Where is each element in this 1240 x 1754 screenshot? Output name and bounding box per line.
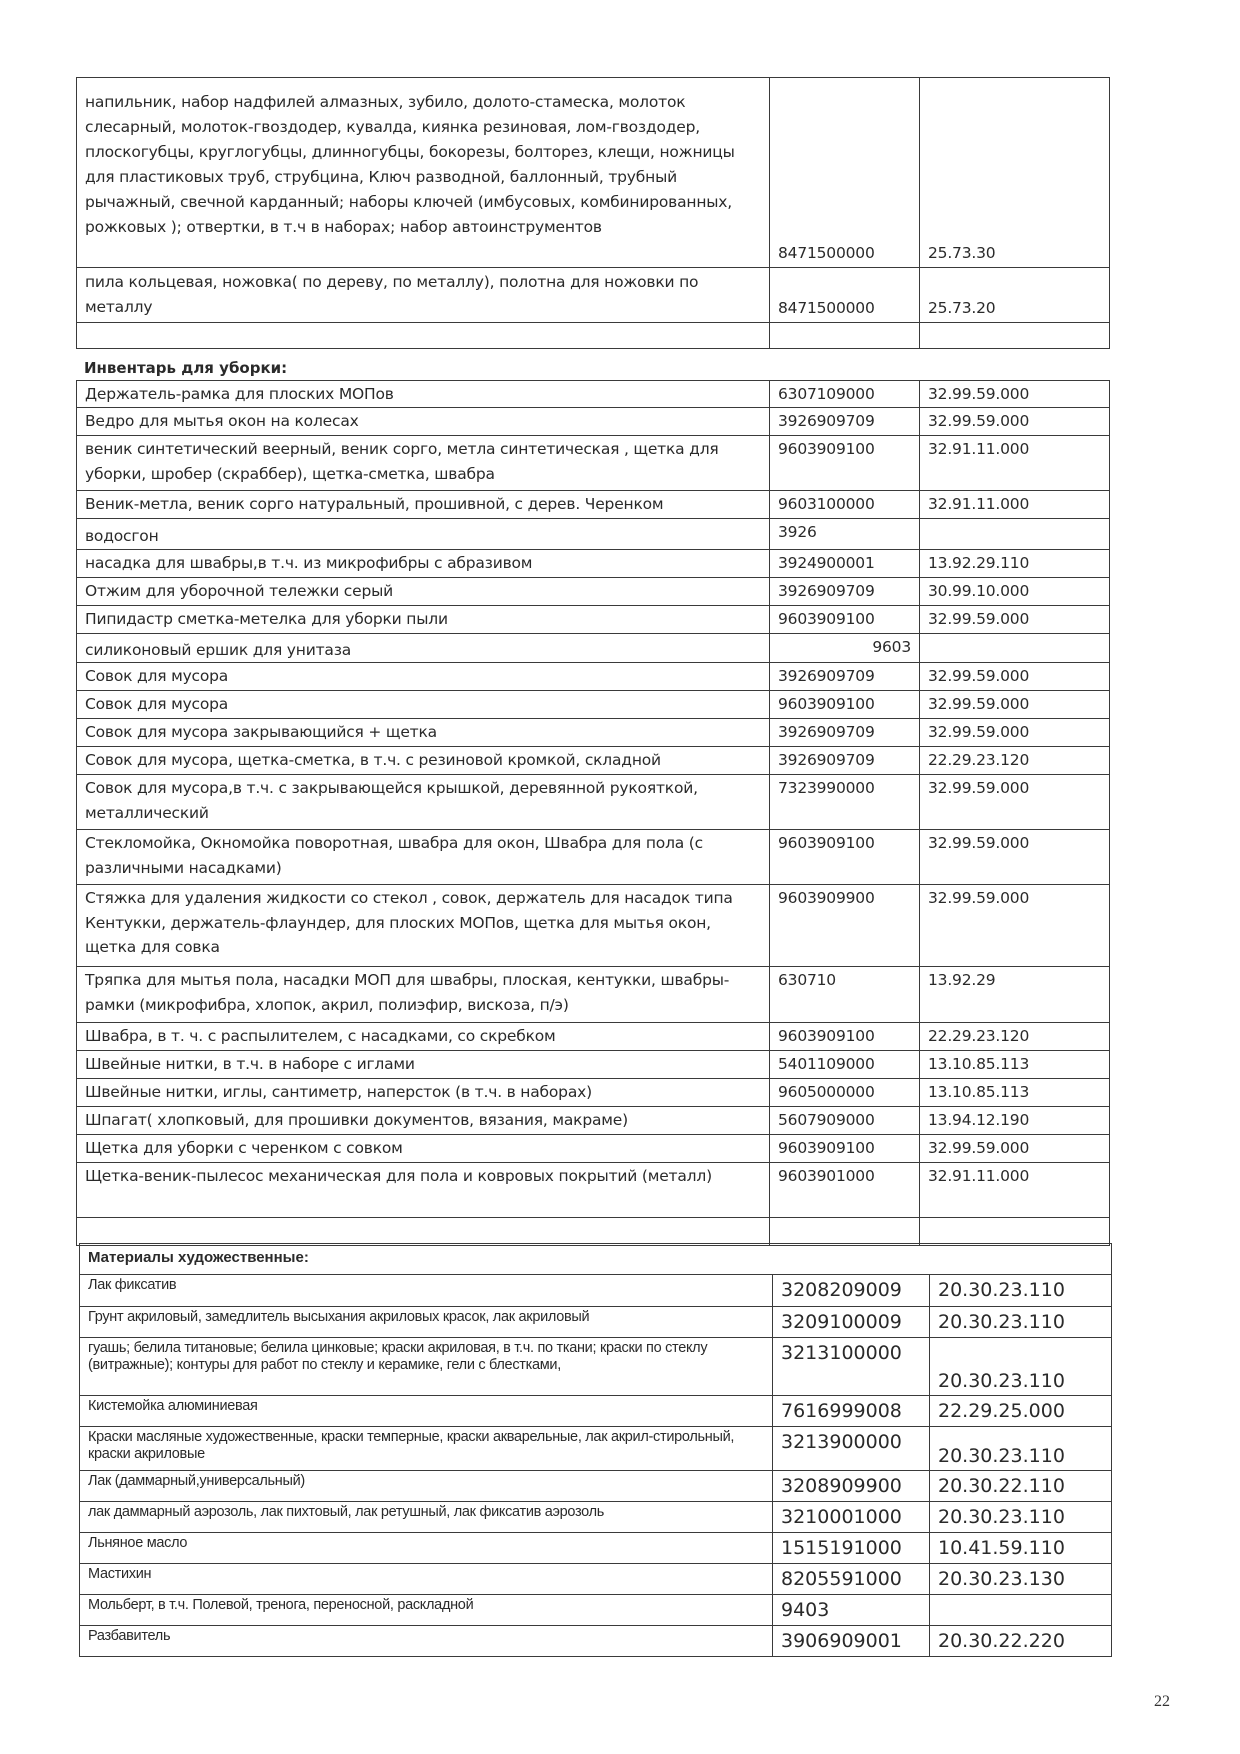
okpd-code-cell (930, 1275, 1112, 1307)
okpd-code-cell (930, 1626, 1112, 1657)
okpd-code: 32.91.11.000 (928, 495, 1030, 513)
tnved-code: 9603909100 (778, 834, 875, 852)
item-name-cell (80, 1626, 773, 1657)
tnved-code-cell (770, 633, 920, 663)
okpd-code: 32.99.59.000 (928, 889, 1030, 907)
item-name-cell (77, 775, 770, 830)
tnved-code: 3906909001 (781, 1630, 902, 1652)
okpd-code: 22.29.23.120 (928, 751, 1030, 769)
okpd-code: 25.73.20 (928, 299, 996, 317)
okpd-code-cell (920, 1163, 1110, 1218)
okpd-code: 20.30.23.110 (938, 1370, 1065, 1392)
table-row (77, 491, 1110, 519)
okpd-code-cell (920, 1107, 1110, 1135)
tnved-code-cell (770, 775, 920, 830)
okpd-code: 13.94.12.190 (928, 1111, 1030, 1129)
okpd-code-cell (930, 1595, 1112, 1626)
okpd-code: 22.29.23.120 (928, 1027, 1030, 1045)
item-name-cell (77, 381, 770, 408)
table-row (77, 747, 1110, 775)
tnved-code-cell (773, 1502, 930, 1533)
okpd-code: 13.92.29.110 (928, 553, 1030, 572)
section-title: Материалы художественные: (79, 1243, 1112, 1274)
item-name-cell (77, 577, 770, 605)
tnved-code-cell (773, 1396, 930, 1427)
item-name-cell (77, 663, 770, 691)
item-name: Швейные нитки, иглы, сантиметр, наперсток (в т.ч. в наборах) (85, 1083, 592, 1101)
okpd-code-cell (920, 663, 1110, 691)
okpd-code: 22.29.25.000 (938, 1400, 1065, 1422)
okpd-code: 20.30.23.130 (938, 1568, 1065, 1590)
item-name: Совок для мусора закрывающийся + щетка (85, 723, 437, 741)
tnved-code-cell (773, 1564, 930, 1595)
table-row (77, 1163, 1110, 1218)
okpd-code-cell (920, 691, 1110, 719)
tnved-code-cell (773, 1338, 930, 1396)
item-name-cell (77, 491, 770, 519)
item-name: Веник-метла, веник сорго натуральный, прошивной, с дерев. Черенком (85, 495, 664, 513)
table-row (77, 549, 1110, 577)
table-row (80, 1275, 1112, 1307)
okpd-code-cell (920, 885, 1110, 967)
tnved-code: 3210001000 (781, 1506, 902, 1528)
table-row (80, 1338, 1112, 1396)
tnved-code: 3926909709 (778, 412, 875, 430)
item-name: Пипидастр сметка-метелка для уборки пыли (85, 609, 448, 628)
item-name-cell (77, 78, 770, 268)
tnved-code-cell (770, 381, 920, 408)
okpd-code-cell (920, 1079, 1110, 1107)
tnved-code-cell (770, 577, 920, 605)
tnved-code: 3926909709 (778, 667, 875, 685)
table-row (80, 1626, 1112, 1657)
tnved-code: 7323990000 (778, 779, 875, 797)
tnved-code: 9603909100 (778, 1139, 875, 1157)
okpd-code-cell (920, 491, 1110, 519)
okpd-code: 10.41.59.110 (938, 1537, 1065, 1559)
tnved-code: 5607909000 (778, 1111, 875, 1129)
table-row (77, 605, 1110, 633)
item-name: Шпагат( хлопковый, для прошивки документов, вязания, макраме) (85, 1111, 628, 1129)
okpd-code: 20.30.23.110 (938, 1506, 1065, 1528)
okpd-code: 32.99.59.000 (928, 385, 1030, 403)
tnved-code: 3213900000 (781, 1431, 902, 1453)
okpd-code: 20.30.22.110 (938, 1475, 1065, 1497)
item-name-cell (77, 1107, 770, 1135)
okpd-code-cell (920, 633, 1110, 663)
table-row (77, 577, 1110, 605)
item-name: Швейные нитки, в т.ч. в наборе с иглами (85, 1055, 415, 1073)
tnved-code-cell (770, 691, 920, 719)
item-name: Отжим для уборочной тележки серый (85, 581, 394, 600)
item-name: Держатель-рамка для плоских МОПов (85, 385, 394, 403)
item-name-cell (77, 1079, 770, 1107)
item-name-cell (77, 605, 770, 633)
table-row (80, 1427, 1112, 1471)
item-name-cell (77, 1051, 770, 1079)
okpd-code: 20.30.23.110 (938, 1279, 1065, 1301)
item-name: Тряпка для мытья пола, насадки МОП для швабры, плоская, кентукки, швабры-рамки (микрофибра, хлопок, акрил, полиэфир, вискоза, п/э) (85, 971, 730, 1014)
tnved-code-cell (770, 885, 920, 967)
okpd-code: 32.99.59.000 (928, 834, 1030, 852)
table-row (77, 1051, 1110, 1079)
table-row (80, 1533, 1112, 1564)
tnved-code-cell (773, 1595, 930, 1626)
okpd-code-cell (920, 605, 1110, 633)
tnved-code: 9605000000 (778, 1083, 875, 1101)
okpd-code-cell (920, 1051, 1110, 1079)
okpd-code: 32.99.59.000 (928, 723, 1030, 741)
item-name-cell (77, 1023, 770, 1051)
tnved-code-cell (770, 1079, 920, 1107)
item-name: Щетка-веник-пылесос механическая для пола и ковровых покрытий (металл) (85, 1167, 712, 1185)
tnved-code-cell (773, 1626, 930, 1657)
item-name-cell (77, 549, 770, 577)
item-name: веник синтетический веерный, веник сорго, метла синтетическая , щетка для уборки, шробер (скраббер), щетка-сметка, швабра (85, 440, 719, 483)
tnved-code: 3208209009 (781, 1279, 902, 1301)
okpd-code-cell (920, 967, 1110, 1023)
okpd-code-cell (920, 1023, 1110, 1051)
tnved-code-cell (770, 519, 920, 550)
okpd-code-cell (920, 577, 1110, 605)
tnved-code: 3926909709 (778, 723, 875, 741)
item-name-cell (77, 633, 770, 663)
okpd-code: 25.73.30 (928, 244, 996, 262)
tnved-code-cell (770, 408, 920, 436)
tnved-code: 6307109000 (778, 385, 875, 403)
tnved-code-cell (770, 436, 920, 491)
okpd-code-cell (930, 1396, 1112, 1427)
tnved-code-cell (770, 1163, 920, 1218)
tnved-code-cell (770, 967, 920, 1023)
item-name-cell (77, 519, 770, 550)
tnved-code: 3926 (778, 523, 817, 541)
okpd-code: 32.99.59.000 (928, 667, 1030, 685)
item-name-cell (80, 1307, 773, 1338)
okpd-code-cell (920, 436, 1110, 491)
item-name-cell (77, 885, 770, 967)
tnved-code: 1515191000 (781, 1537, 902, 1559)
item-name: силиконовый ершик для унитаза (85, 640, 352, 659)
item-name: Стекломойка, Окномойка поворотная, швабра для окон, Швабра для пола (с различными насадками) (85, 834, 703, 877)
item-name: Краски масляные художественные, краски темперные, краски акварельные, лак акрил-стирольный, краски акриловые (88, 1429, 735, 1462)
tnved-code: 7616999008 (781, 1400, 902, 1422)
tnved-code-cell (773, 1471, 930, 1502)
item-name-cell (77, 436, 770, 491)
okpd-code-cell (920, 268, 1110, 323)
table-row (77, 1107, 1110, 1135)
okpd-code-cell (930, 1338, 1112, 1396)
tools-table (76, 77, 1110, 349)
item-name-cell (77, 323, 770, 349)
tnved-code: 8471500000 (778, 244, 875, 262)
okpd-code: 32.99.59.000 (928, 779, 1030, 797)
item-name-cell (80, 1275, 773, 1307)
tnved-code: 9603100000 (778, 495, 875, 513)
okpd-code: 20.30.23.110 (938, 1311, 1065, 1333)
tnved-code: 9603 (872, 637, 911, 656)
item-name-cell (77, 1135, 770, 1163)
table-row (80, 1564, 1112, 1595)
item-name: Ведро для мытья окон на колесах (85, 412, 359, 430)
table-row (77, 830, 1110, 885)
tnved-code-cell (770, 719, 920, 747)
item-name: Швабра, в т. ч. с распылителем, с насадками, со скребком (85, 1027, 556, 1045)
tnved-code-cell (770, 830, 920, 885)
table-row-empty (77, 323, 1110, 349)
table-row (77, 633, 1110, 663)
tnved-code-cell (770, 549, 920, 577)
okpd-code: 20.30.23.110 (938, 1445, 1065, 1467)
item-name: Льняное масло (88, 1535, 188, 1551)
cleaning-section-heading (76, 355, 1110, 379)
cleaning-table-section (76, 380, 1110, 1246)
tnved-code: 9603909100 (778, 440, 875, 458)
okpd-code-cell (920, 78, 1110, 268)
okpd-code: 32.91.11.000 (928, 440, 1030, 458)
item-name-cell (77, 747, 770, 775)
okpd-code-cell (930, 1427, 1112, 1471)
item-name: Совок для мусора, щетка-сметка, в т.ч. с резиновой кромкой, складной (85, 751, 661, 769)
table-row (77, 885, 1110, 967)
okpd-code-cell (920, 381, 1110, 408)
tnved-code: 9603909100 (778, 695, 875, 713)
okpd-code: 32.99.59.000 (928, 1139, 1030, 1157)
okpd-code: 13.10.85.113 (928, 1083, 1030, 1101)
okpd-code-cell (920, 1135, 1110, 1163)
item-name-cell (80, 1502, 773, 1533)
tnved-code-cell (770, 491, 920, 519)
tnved-code-cell (770, 1107, 920, 1135)
item-name-cell (77, 1163, 770, 1218)
tnved-code-cell (770, 1135, 920, 1163)
item-name-cell (77, 268, 770, 323)
art-table (79, 1274, 1112, 1657)
art-section-heading (79, 1243, 1112, 1274)
table-row (80, 1471, 1112, 1502)
item-name-cell (80, 1427, 773, 1471)
item-name: насадка для швабры,в т.ч. из микрофибры с абразивом (85, 553, 533, 572)
item-name-cell (80, 1533, 773, 1564)
table-row (77, 381, 1110, 408)
section-title: Инвентарь для уборки: (84, 359, 288, 377)
table-row (77, 1023, 1110, 1051)
item-name: Совок для мусора (85, 695, 229, 713)
item-name-cell (77, 719, 770, 747)
item-name: Щетка для уборки с черенком с совком (85, 1139, 403, 1157)
tnved-code: 8205591000 (781, 1568, 902, 1590)
item-name-cell (80, 1595, 773, 1626)
tnved-code: 9603909100 (778, 609, 875, 628)
item-name: Лак фиксатив (88, 1277, 177, 1293)
tnved-code-cell (770, 663, 920, 691)
item-name-cell (77, 691, 770, 719)
item-name-cell (80, 1396, 773, 1427)
tnved-code-cell (770, 1023, 920, 1051)
table-row-empty (77, 1218, 1110, 1246)
tnved-code-cell (770, 605, 920, 633)
okpd-code: 32.99.59.000 (928, 609, 1030, 628)
tnved-code-cell (770, 78, 920, 268)
art-table-section (79, 1274, 1112, 1657)
item-name: Мастихин (88, 1566, 152, 1582)
tnved-code: 3213100000 (781, 1342, 902, 1364)
item-name: лак даммарный аэрозоль, лак пихтовый, лак ретушный, лак фиксатив аэрозоль (88, 1504, 605, 1520)
item-name-cell (80, 1338, 773, 1396)
item-name: Кистемойка алюминиевая (88, 1398, 258, 1414)
table-row (77, 663, 1110, 691)
okpd-code-cell (920, 719, 1110, 747)
item-name: Лак (даммарный,универсальный) (88, 1473, 305, 1489)
okpd-code-cell (920, 747, 1110, 775)
tnved-code-cell (770, 323, 920, 349)
table-row (77, 967, 1110, 1023)
tnved-code: 9603909900 (778, 889, 875, 907)
tnved-code: 3926909709 (778, 581, 875, 600)
table-row (80, 1502, 1112, 1533)
okpd-code-cell (920, 323, 1110, 349)
okpd-code-cell (920, 519, 1110, 550)
okpd-code-cell (920, 1218, 1110, 1246)
table-row (80, 1396, 1112, 1427)
tnved-code: 9603909100 (778, 1027, 875, 1045)
item-name-cell (80, 1564, 773, 1595)
tnved-code-cell (770, 1218, 920, 1246)
item-name-cell (77, 967, 770, 1023)
okpd-code: 32.99.59.000 (928, 412, 1030, 430)
tnved-code: 3209100009 (781, 1311, 902, 1333)
table-row (77, 719, 1110, 747)
okpd-code-cell (930, 1307, 1112, 1338)
okpd-code-cell (930, 1564, 1112, 1595)
tnved-code: 9403 (781, 1599, 830, 1621)
item-name: напильник, набор надфилей алмазных, зубило, долото-стамеска, молоток слесарный, молоток-гвоздодер, кувалда, киянка резиновая, лом-гвоздодер, плоскогубцы, круглогубцы, длинногубцы, бокорезы, болторез, клещи, ножницы для пластиковых труб, струбцина, Ключ разводной, баллонный, трубный рычажный, свечной карданный; наборы ключей (имбусовых, комбинированных, рожковых ); отвертки, в т.ч в наборах; набор автоинструментов (85, 93, 735, 236)
tnved-code-cell (770, 747, 920, 775)
item-name: Мольберт, в т.ч. Полевой, тренога, переносной, раскладной (88, 1597, 474, 1613)
tnved-code: 5401109000 (778, 1055, 875, 1073)
item-name-cell (77, 408, 770, 436)
tnved-code: 8471500000 (778, 299, 875, 317)
okpd-code: 13.92.29 (928, 971, 996, 989)
table-row (77, 78, 1110, 268)
tnved-code: 9603901000 (778, 1167, 875, 1185)
tnved-code: 3208909900 (781, 1475, 902, 1497)
item-name-cell (77, 1218, 770, 1246)
okpd-code-cell (920, 408, 1110, 436)
tnved-code: 630710 (778, 971, 836, 989)
okpd-code-cell (920, 830, 1110, 885)
tnved-code-cell (770, 1051, 920, 1079)
table-row (77, 268, 1110, 323)
item-name: Совок для мусора (85, 667, 229, 685)
table-row (80, 1595, 1112, 1626)
table-row (77, 1135, 1110, 1163)
table-row (77, 519, 1110, 550)
table-row (80, 1307, 1112, 1338)
item-name: Стяжка для удаления жидкости со стекол , совок, держатель для насадок типа Кентукки, держатель-флаундер, для плоских МОПов, щетка для мытья окон, щетка для совка (85, 889, 733, 956)
table-row (77, 775, 1110, 830)
page-number: 22 (1154, 1693, 1170, 1710)
item-name: Грунт акриловый, замедлитель высыхания акриловых красок, лак акриловый (88, 1309, 590, 1325)
tnved-code-cell (773, 1275, 930, 1307)
tnved-code-cell (773, 1533, 930, 1564)
okpd-code: 13.10.85.113 (928, 1055, 1030, 1073)
cleaning-table (76, 380, 1110, 1246)
table-row (77, 408, 1110, 436)
okpd-code: 32.99.59.000 (928, 695, 1030, 713)
item-name: Совок для мусора,в т.ч. с закрывающейся крышкой, деревянной рукояткой, металлический (85, 779, 698, 822)
table-row (77, 1079, 1110, 1107)
okpd-code-cell (930, 1533, 1112, 1564)
table-row (77, 691, 1110, 719)
item-name-cell (77, 830, 770, 885)
tnved-code-cell (773, 1307, 930, 1338)
tools-table-section (76, 77, 1110, 349)
okpd-code: 30.99.10.000 (928, 581, 1030, 600)
item-name: гуашь; белила титановые; белила цинковые; краски акриловая, в т.ч. по ткани; краски по стеклу (витражные); контуры для работ по стеклу и керамике, гели с блестками, (88, 1340, 708, 1373)
item-name: Разбавитель (88, 1628, 171, 1644)
okpd-code-cell (930, 1471, 1112, 1502)
okpd-code-cell (920, 775, 1110, 830)
tnved-code-cell (773, 1427, 930, 1471)
table-row (77, 436, 1110, 491)
tnved-code-cell (770, 268, 920, 323)
item-name: водосгон (85, 527, 159, 545)
okpd-code: 20.30.22.220 (938, 1630, 1065, 1652)
tnved-code: 3924900001 (778, 553, 875, 572)
okpd-code-cell (920, 549, 1110, 577)
okpd-code-cell (930, 1502, 1112, 1533)
tnved-code: 3926909709 (778, 751, 875, 769)
item-name: пила кольцевая, ножовка( по дереву, по металлу), полотна для ножовки по металлу (85, 273, 699, 316)
okpd-code: 32.91.11.000 (928, 1167, 1030, 1185)
item-name-cell (80, 1471, 773, 1502)
